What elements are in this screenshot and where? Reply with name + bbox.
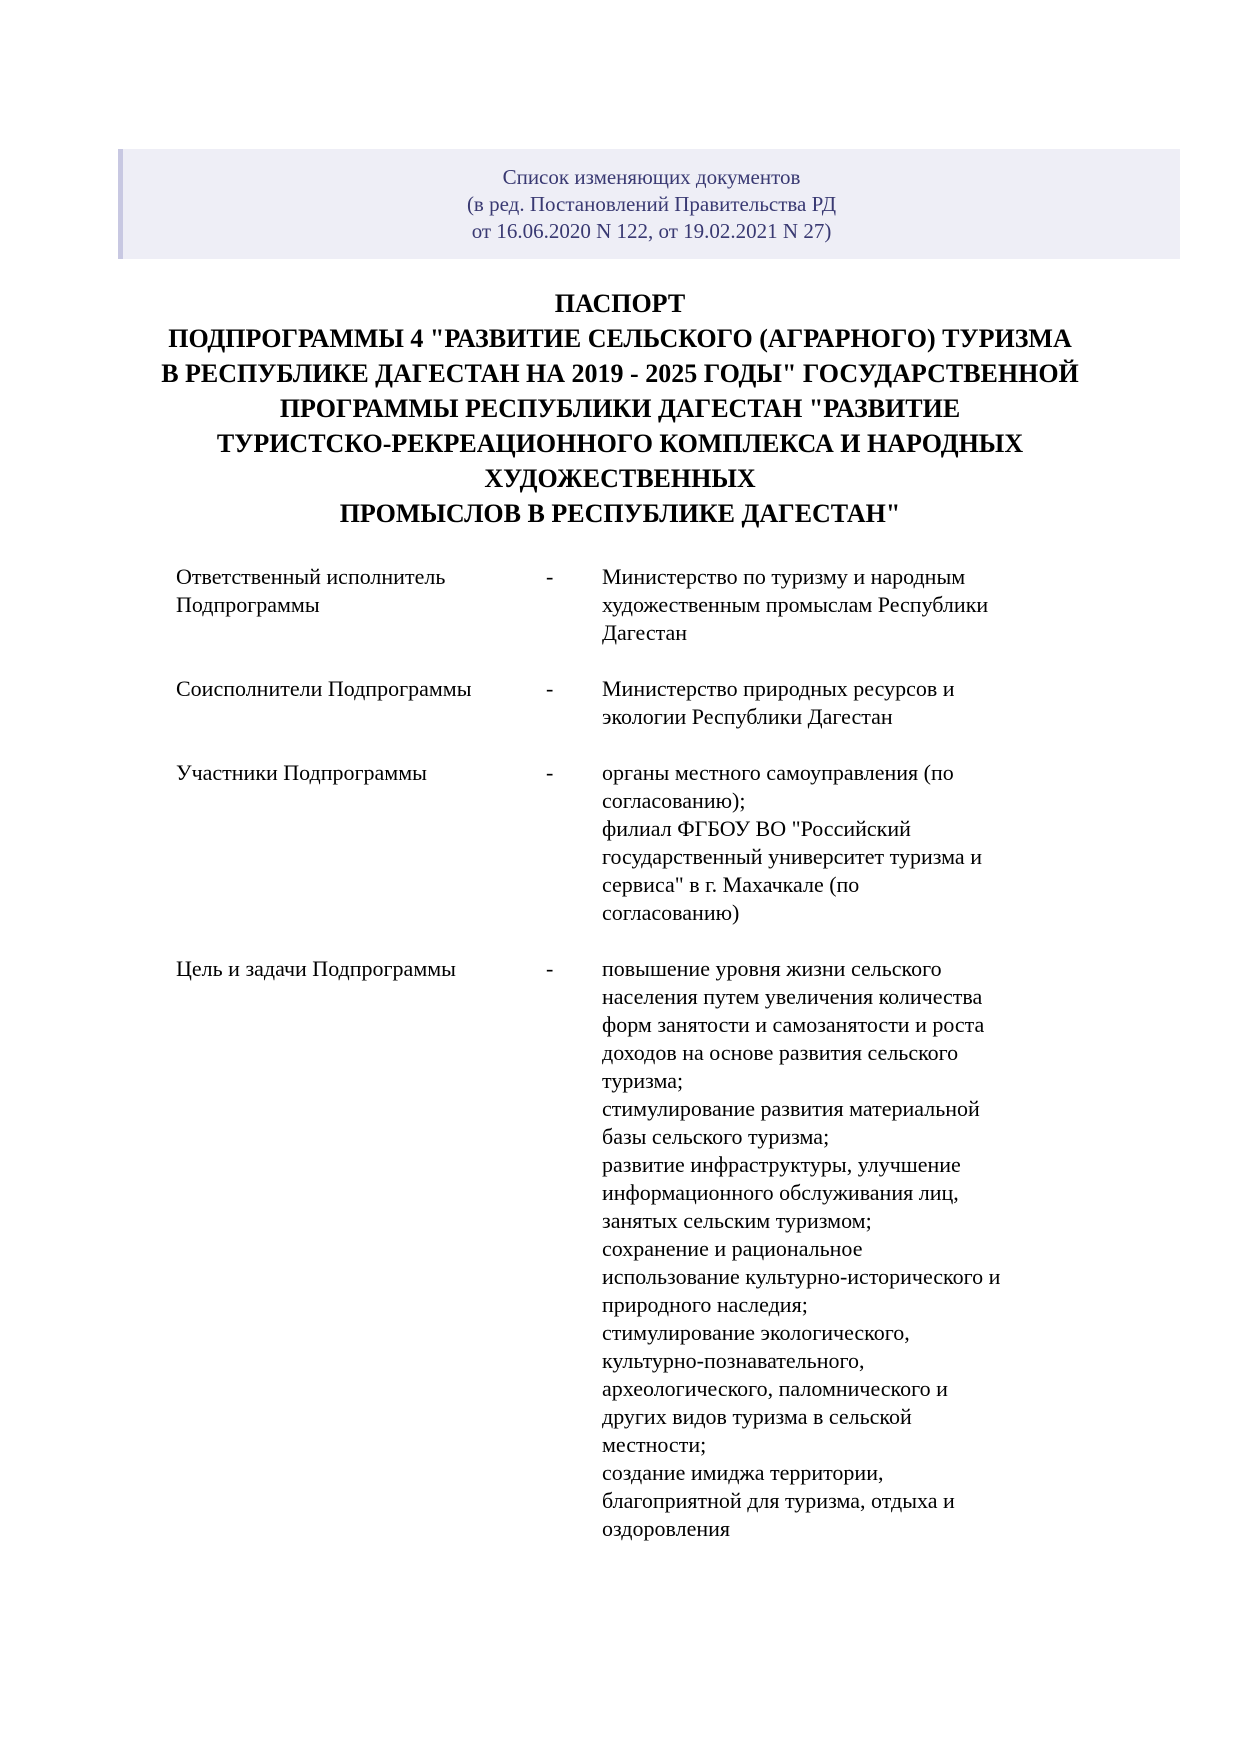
value-line: использование культурно-исторического и bbox=[602, 1264, 1001, 1289]
passport-row bbox=[176, 759, 1076, 927]
value-line: развитие инфраструктуры, улучшение bbox=[602, 1152, 961, 1177]
value-line: органы местного самоуправления (по bbox=[602, 760, 954, 785]
label-line: Ответственный исполнитель bbox=[176, 564, 446, 589]
revision-list-box bbox=[118, 149, 1180, 259]
value-line: оздоровления bbox=[602, 1516, 730, 1541]
passport-row bbox=[176, 675, 1076, 731]
value-line: филиал ФГБОУ ВО "Российский bbox=[602, 816, 911, 841]
title-line: ПРОГРАММЫ РЕСПУБЛИКИ ДАГЕСТАН "РАЗВИТИЕ bbox=[279, 394, 961, 423]
label-line: Цель и задачи Подпрограммы bbox=[176, 956, 456, 981]
passport-row-label bbox=[176, 955, 546, 1543]
value-line: информационного обслуживания лиц, bbox=[602, 1180, 959, 1205]
title-line: ПАСПОРТ bbox=[554, 289, 686, 318]
passport-row-value bbox=[602, 759, 1076, 927]
title-line: ХУДОЖЕСТВЕННЫХ bbox=[484, 464, 756, 493]
passport-table bbox=[176, 563, 1076, 1571]
passport-row-dash: - bbox=[546, 760, 554, 785]
value-line: местности; bbox=[602, 1432, 707, 1457]
value-line: Дагестан bbox=[602, 620, 688, 645]
revision-line: от 16.06.2020 N 122, от 19.02.2021 N 27) bbox=[471, 219, 832, 243]
passport-row-value bbox=[602, 675, 1076, 731]
value-line: занятых сельским туризмом; bbox=[602, 1208, 872, 1233]
value-line: согласованию) bbox=[602, 900, 740, 925]
document-title bbox=[100, 286, 1140, 531]
value-line: государственный университет туризма и bbox=[602, 844, 982, 869]
value-line: сохранение и рациональное bbox=[602, 1236, 863, 1261]
value-line: археологического, паломнического и bbox=[602, 1376, 948, 1401]
value-line: Министерство по туризму и народным bbox=[602, 564, 966, 589]
passport-row-dash: - bbox=[546, 564, 554, 589]
value-line: базы сельского туризма; bbox=[602, 1124, 830, 1149]
revision-line: Список изменяющих документов bbox=[502, 165, 801, 189]
label-line: Соисполнители Подпрограммы bbox=[176, 676, 472, 701]
value-line: населения путем увеличения количества bbox=[602, 984, 983, 1009]
label-line: Подпрограммы bbox=[176, 592, 320, 617]
title-line: В РЕСПУБЛИКЕ ДАГЕСТАН НА 2019 - 2025 ГОДЫ" ГОСУДАРСТВЕННОЙ bbox=[161, 359, 1079, 388]
label-line: Участники Подпрограммы bbox=[176, 760, 427, 785]
value-line: художественным промыслам Республики bbox=[602, 592, 989, 617]
revision-line: (в ред. Постановлений Правительства РД bbox=[466, 192, 837, 216]
passport-row-value bbox=[602, 563, 1076, 647]
value-line: благоприятной для туризма, отдыха и bbox=[602, 1488, 955, 1513]
passport-row bbox=[176, 563, 1076, 647]
value-line: стимулирование экологического, bbox=[602, 1320, 910, 1345]
passport-row-value bbox=[602, 955, 1076, 1543]
value-line: туризма; bbox=[602, 1068, 684, 1093]
value-line: стимулирование развития материальной bbox=[602, 1096, 980, 1121]
value-line: других видов туризма в сельской bbox=[602, 1404, 912, 1429]
value-line: экологии Республики Дагестан bbox=[602, 704, 893, 729]
passport-row-label bbox=[176, 563, 546, 647]
title-line: ПРОМЫСЛОВ В РЕСПУБЛИКЕ ДАГЕСТАН" bbox=[339, 499, 901, 528]
value-line: доходов на основе развития сельского bbox=[602, 1040, 959, 1065]
value-line: культурно-познавательного, bbox=[602, 1348, 865, 1373]
value-line: Министерство природных ресурсов и bbox=[602, 676, 955, 701]
value-line: повышение уровня жизни сельского bbox=[602, 956, 942, 981]
value-line: сервиса" в г. Махачкале (по bbox=[602, 872, 860, 897]
passport-row-dash: - bbox=[546, 956, 554, 981]
title-line: ТУРИСТСКО-РЕКРЕАЦИОННОГО КОМПЛЕКСА И НАРОДНЫХ bbox=[216, 429, 1024, 458]
title-line: ПОДПРОГРАММЫ 4 "РАЗВИТИЕ СЕЛЬСКОГО (АГРАРНОГО) ТУРИЗМА bbox=[168, 324, 1072, 353]
value-line: согласованию); bbox=[602, 788, 746, 813]
passport-row-label bbox=[176, 759, 546, 927]
passport-row-dash: - bbox=[546, 676, 554, 701]
value-line: форм занятости и самозанятости и роста bbox=[602, 1012, 985, 1037]
value-line: создание имиджа территории, bbox=[602, 1460, 884, 1485]
passport-row bbox=[176, 955, 1076, 1543]
value-line: природного наследия; bbox=[602, 1292, 808, 1317]
passport-row-label bbox=[176, 675, 546, 731]
